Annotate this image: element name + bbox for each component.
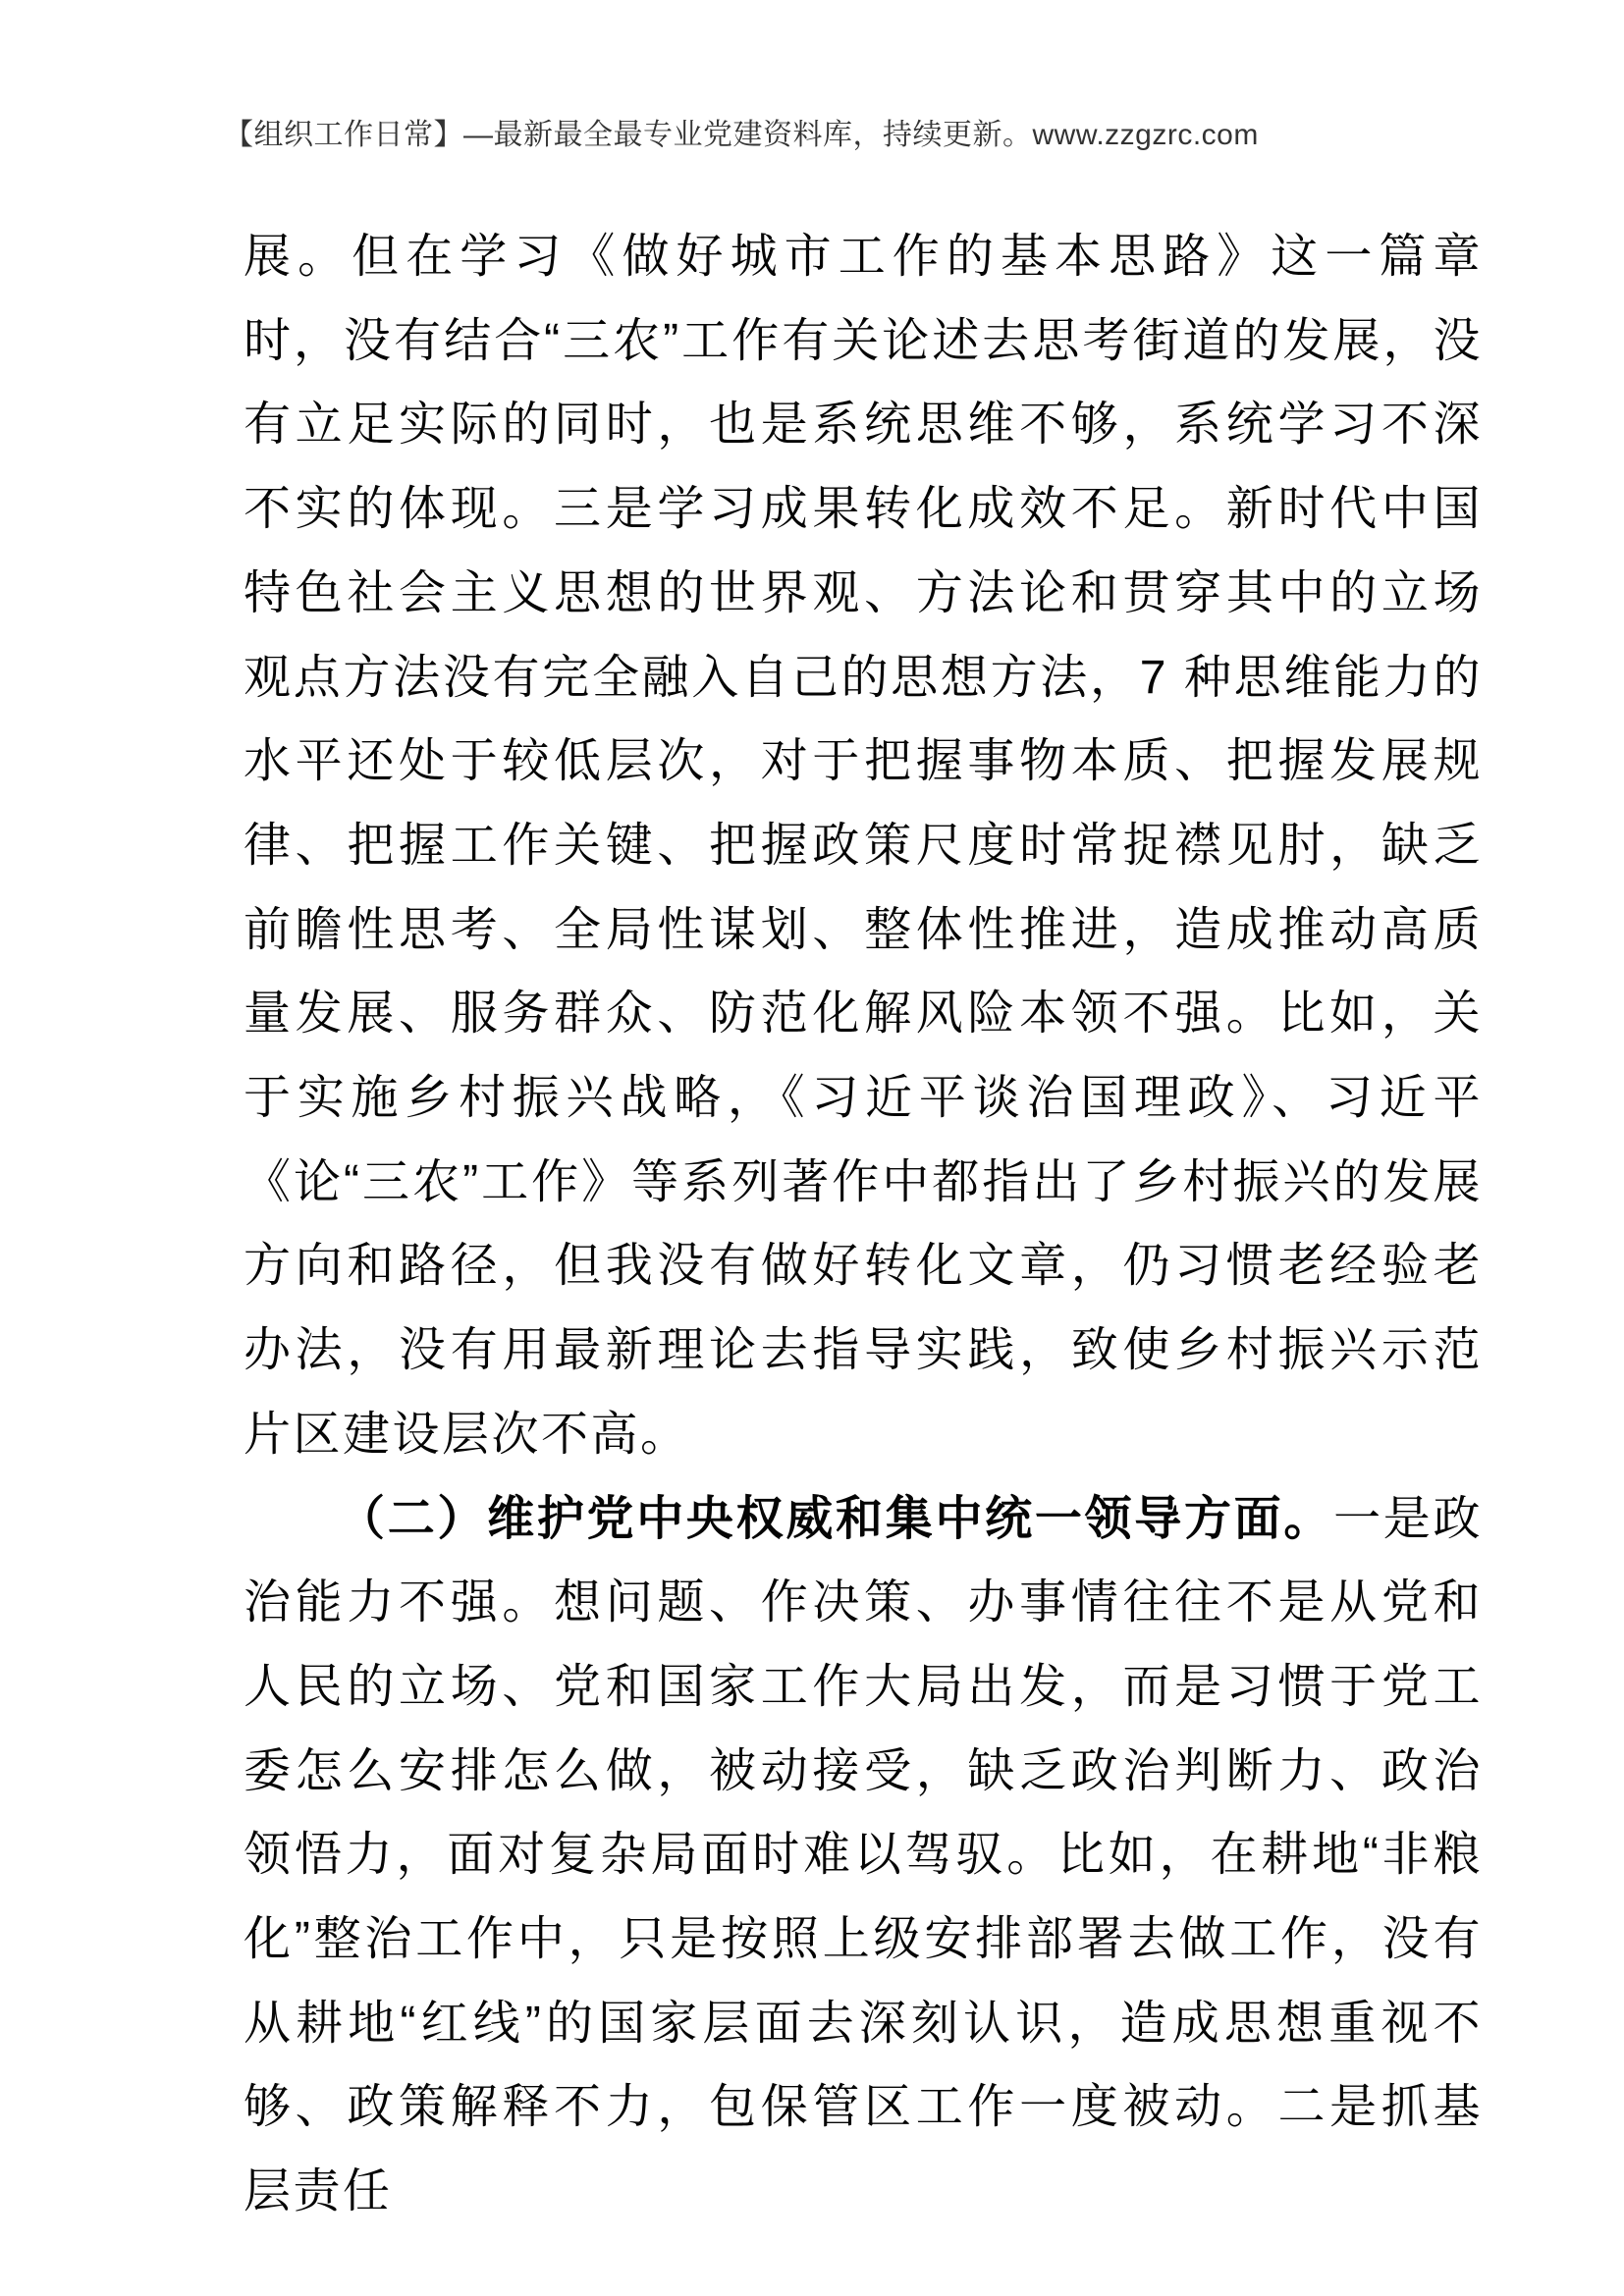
text-segment: 一是政治能力不强。想问题、作决策、办事情往往不是从党和人民的立场、党和国家工作大局出发，而是习惯于党工委怎么安排怎么做，被动接受，缺乏政治判断力、政治领悟力，面对复杂局面时难以驾驭。比如，在耕地“非粮化”整治工作中，只是按照上级安排部署去做工作，没有从耕地“红线”的国家层面去深刻认识，造成思想重视不够、政策解释不力，包保管区工作一度被动。二是抓基层责任 [244,1492,1483,2218]
paragraph [244,215,1483,1477]
text-segment: 展。但在学习《做好城市工作的基本思路》这一篇章时，没有结合“三农”工作有关论述去思考街道的发展，没有立足实际的同时，也是系统思维不够，系统学习不深不实的体现。三是学习成果转化成效不足。新时代中国特色社会主义思想的世界观、方法论和贯穿其中的立场观点方法没有完全融入自己的思想方法，7 种思维能力的水平还处于较低层次，对于把握事物本质、把握发展规律、把握工作关键、把握政策尺度时常捉襟见肘，缺乏前瞻性思考、全局性谋划、整体性推进，造成推动高质量发展、服务群众、防范化解风险本领不强。比如，关于实施乡村振兴战略，《习近平谈治国理政》、习近平《论“三农”工作》等系列著作中都指出了乡村振兴的发展方向和路径，但我没有做好转化文章，仍习惯老经验老办法，没有用最新理论去指导实践，致使乡村振兴示范片区建设层次不高。 [244,231,1483,1461]
text-segment-bold: （二）维护党中央权威和集中统一领导方面。 [338,1492,1334,1545]
page-header-note: 【组织工作日常】—最新最全最专业党建资料库，持续更新。www.zzgzrc.com [224,119,1259,151]
document-body [244,215,1483,2234]
paragraph [244,1477,1483,2234]
